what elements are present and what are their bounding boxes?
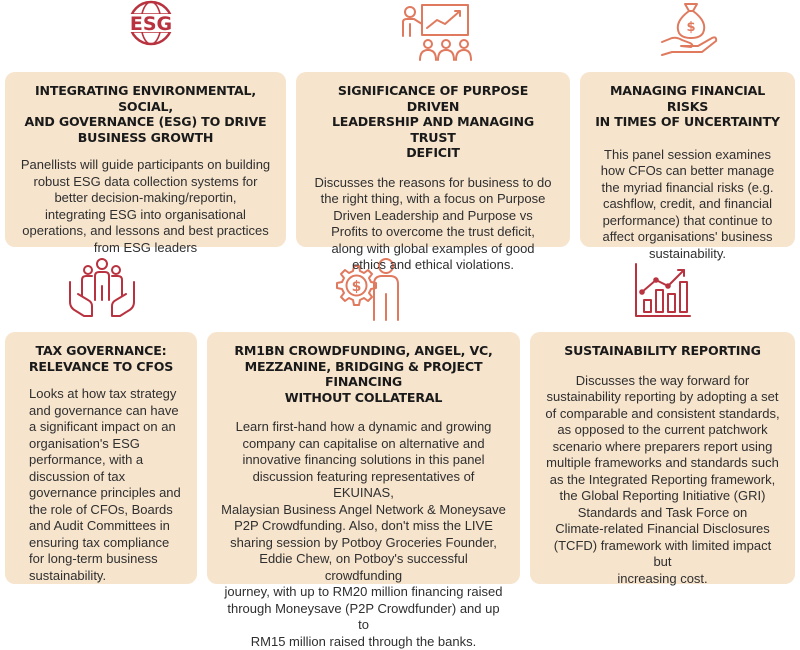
panel-description: Discusses the reasons for business to do the right thing, with a focus on Purpose Driven Leadership and Purpose vs Profits to overcome the trust deficit, along with global examples of good ethics and ethical violations. bbox=[314, 174, 552, 272]
panel-card-crowdfunding bbox=[207, 332, 520, 649]
esg-icon-text: ESG bbox=[129, 13, 173, 35]
panel-card-purpose-driven-leadership bbox=[296, 72, 570, 272]
panel-title: SIGNIFICANCE OF PURPOSE DRIVEN LEADERSHIP AND MANAGING TRUST DEFICIT bbox=[331, 83, 535, 160]
panel-title: TAX GOVERNANCE: RELEVANCE TO CFOS bbox=[28, 343, 174, 374]
panel-card-tax-governance bbox=[5, 332, 197, 584]
panel-description: Looks at how tax strategy and governance can have a significant impact on an organisation's ESG performance, with a discussion of tax governance principles and the role of CFOs, Boards and Audit Committees in ensuring tax compliance for long-term business sustainability. bbox=[29, 386, 181, 583]
esg-globe-icon bbox=[121, 0, 181, 48]
svg-text:$: $ bbox=[686, 20, 696, 35]
panel-title: SUSTAINABILITY REPORTING bbox=[564, 343, 761, 358]
presentation-icon bbox=[400, 2, 472, 62]
panel-title: MANAGING FINANCIAL RISKS IN TIMES OF UNCERTAINTY bbox=[595, 83, 780, 129]
panel-description: This panel session examines how CFOs can better manage the myriad financial risks (e.g. cashflow, credit, and financial performance) that continue to affect organisations' business sustainability. bbox=[600, 146, 775, 261]
panel-title: RM1BN CROWDFUNDING, ANGEL, VC, MEZZANINE, BRIDGING & PROJECT FINANCING WITHOUT COLLATERAL bbox=[234, 343, 493, 405]
panel-card-sustainability-reporting bbox=[530, 332, 795, 584]
panel-description: Panellists will guide participants on building robust ESG data collection systems for better decision-making/reportin, integrating ESG into organisational operations, and lessons and best practices from ESG leaders bbox=[20, 157, 271, 255]
growth-chart-icon bbox=[634, 262, 692, 318]
panel-card-esg bbox=[5, 72, 286, 255]
svg-text:$: $ bbox=[351, 279, 362, 295]
people-in-hands-icon bbox=[68, 256, 136, 320]
panel-description: Learn first-hand how a dynamic and growing company can capitalise on alternative and innovative financing solutions in this panel discussion featuring representatives of EKUINAS, Malaysian Business Angel Network & Moneysave P2P Crowdfunding. Also, don't miss the LIVE sharing session by Potboy Groceries Founder, Eddie Chew, on Potboy's successful crowdfunding journey, with up to RM20 million financing raised through Moneysave (P2P Crowdfunder) and up to RM15 million raised through the banks. bbox=[221, 419, 506, 649]
panel-card-financial-risks bbox=[580, 72, 795, 261]
panel-title: INTEGRATING ENVIRONMENTAL, SOCIAL, AND GOVERNANCE (ESG) TO DRIVE BUSINESS GROWTH bbox=[24, 83, 267, 145]
panel-description: Discusses the way forward for sustainability reporting by adopting a set of comparable and consistent standards, as opposed to the current patchwork scenario where preparers report using multiple frameworks and standards such as the Integrated Reporting framework, the Global Reporting Initiative (GRI) Standards and Task Force on Climate-related Financial Disclosures (TCFD) framework with limited impact but increasing cost. bbox=[545, 372, 780, 586]
money-bag-hand-icon bbox=[660, 0, 722, 56]
